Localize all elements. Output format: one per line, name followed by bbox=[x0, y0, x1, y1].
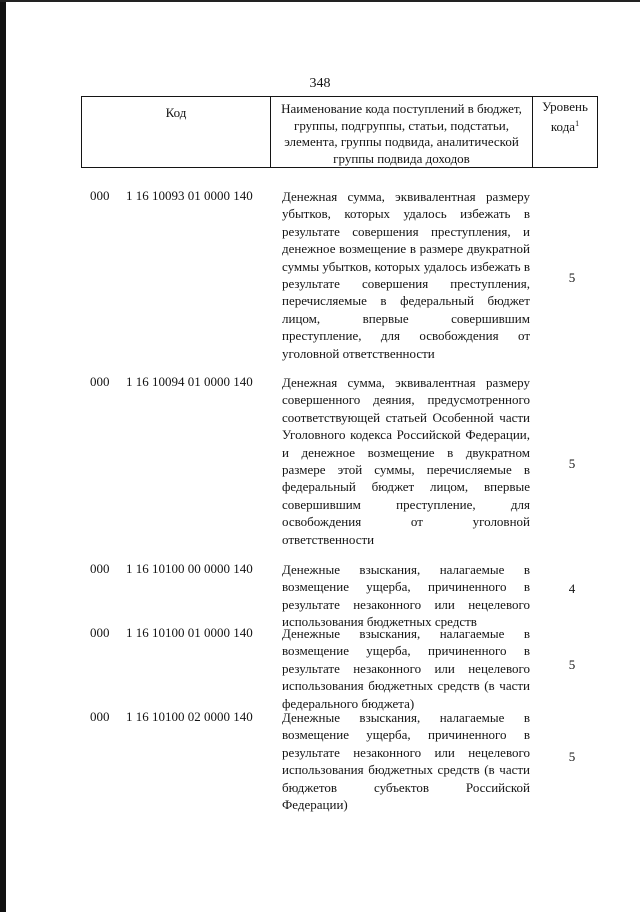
header-level-label bbox=[533, 97, 597, 135]
page-number: 348 bbox=[309, 76, 331, 91]
budget-code: 1 16 10100 00 0000 140 bbox=[126, 561, 253, 576]
row-level: 5 bbox=[568, 270, 576, 285]
admin-code: 000 bbox=[90, 188, 110, 203]
row-description: Денежные взыскания, налагаемые в возмещение ущерба, причиненного в результате незаконного или нецелевого использования бюджетных средств bbox=[282, 562, 530, 630]
row-level: 5 bbox=[568, 456, 576, 471]
row-level: 5 bbox=[568, 657, 576, 672]
header-level-cell bbox=[533, 97, 597, 167]
row-level: 5 bbox=[568, 749, 576, 764]
budget-code: 1 16 10100 01 0000 140 bbox=[126, 625, 253, 640]
admin-code: 000 bbox=[90, 561, 110, 576]
scan-edge-top bbox=[0, 0, 640, 2]
row-level: 4 bbox=[568, 581, 576, 596]
admin-code: 000 bbox=[90, 374, 110, 389]
budget-code: 1 16 10100 02 0000 140 bbox=[126, 709, 253, 724]
header-name-label: Наименование кода поступлений в бюджет, группы, подгруппы, статьи, подстатьи, элемента, группы подвида, аналитической группы подвида доходов bbox=[281, 101, 522, 166]
admin-code: 000 bbox=[90, 709, 110, 724]
admin-code: 000 bbox=[90, 625, 110, 640]
table-header bbox=[81, 96, 598, 168]
header-code-label: Код bbox=[165, 105, 187, 120]
header-name-cell bbox=[271, 97, 533, 167]
row-description: Денежная сумма, эквивалентная размеру совершенного деяния, предусмотренного соответствующей статьей Особенной части Уголовного кодекса Российской Федерации, и денежное возмещение в двукратном размере этой суммы, перечисляемые в федеральный бюджет лицом, впервые совершившим преступление, для освобождения от уголовной ответственности bbox=[282, 375, 530, 547]
header-code-cell bbox=[82, 97, 271, 167]
scan-edge-left bbox=[0, 0, 6, 912]
budget-code: 1 16 10094 01 0000 140 bbox=[126, 374, 253, 389]
row-description: Денежные взыскания, налагаемые в возмещение ущерба, причиненного в результате незаконного или нецелевого использования бюджетных средств (в части бюджетов субъектов Российской Федерации) bbox=[282, 710, 530, 813]
footnote-mark: 1 bbox=[575, 118, 580, 128]
header-level-text: Уровень кода bbox=[542, 99, 588, 134]
row-description: Денежные взыскания, налагаемые в возмещение ущерба, причиненного в результате незаконного или нецелевого использования бюджетных средств (в части федерального бюджета) bbox=[282, 626, 530, 711]
budget-code: 1 16 10093 01 0000 140 bbox=[126, 188, 253, 203]
row-description: Денежная сумма, эквивалентная размеру убытков, которых удалось избежать в результате совершения преступления, и денежное возмещение в размере двукратной суммы убытков, которых удалось избежать в результате совершения преступления, перечисляемые в федеральный бюджет лицом, впервые совершившим преступление, для освобождения от уголовной ответственности bbox=[282, 189, 530, 361]
